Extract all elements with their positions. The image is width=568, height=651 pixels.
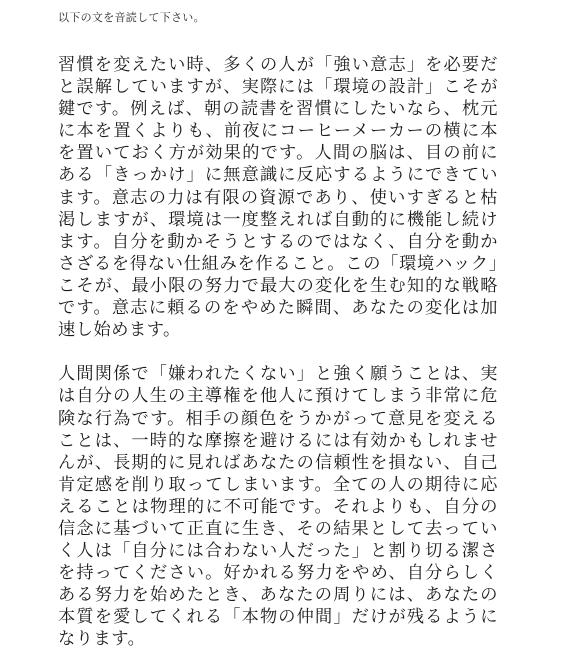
passage-paragraph-1: 習慣を変えたい時、多くの人が「強い意志」を必要だと誤解していますが、実際には「環境の設計」こそが鍵です。例えば、朝の読書を習慣にしたいなら、枕元に本を置くよりも、前夜にコーヒーメーカーの横に本を置いておく方が効果的です。人間の脳は、目の前にある「きっかけ」に無意識に反応するようにできています。意志の力は有限の資源であり、使いすぎると枯渇しますが、環境は一度整えれば自動的に機能し続けます。自分を動かそうとするのではなく、自分を動かさざるを得ない仕組みを作ること。この「環境ハック」こそが、最小限の努力で最大の変化を生む知的な戦略です。意志に頼るのをやめた瞬間、あなたの変化は加速し始めます。 <box>58 55 498 341</box>
reading-instruction: 以下の文を音読して下さい。 <box>58 11 205 24</box>
passage-paragraph-2: 人間関係で「嫌われたくない」と強く願うことは、実は自分の人生の主導権を他人に預けてしまう非常に危険な行為です。相手の顔色をうかがって意見を変えることは、一時的な摩擦を避けるには有効かもしれませんが、長期的に見ればあなたの信頼性を損ない、自己肯定感を削り取ってしまいます。全ての人の期待に応えることは物理的に不可能です。それよりも、自分の信念に基づいて正直に生き、その結果として去っていく人は「自分には合わない人だった」と割り切る潔さを持ってください。好かれる努力をやめ、自分らしくある努力を始めたとき、あなたの周りには、あなたの本質を愛してくれる「本物の仲間」だけが残るようになります。 <box>58 364 498 650</box>
reading-passage <box>58 54 498 651</box>
